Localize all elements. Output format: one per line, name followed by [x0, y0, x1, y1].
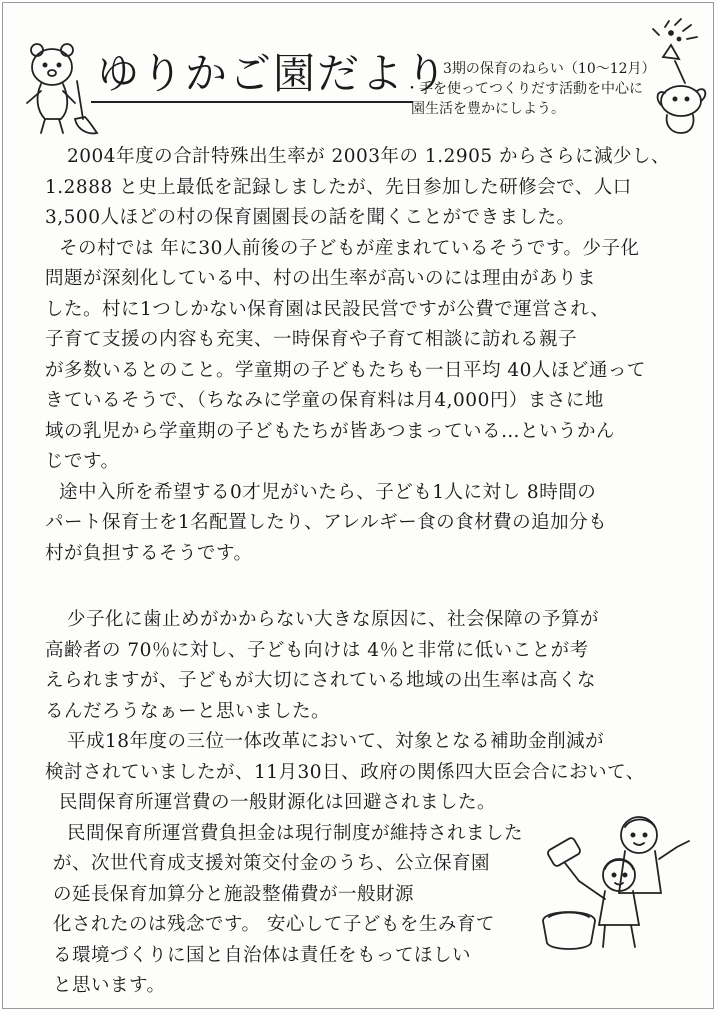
body-line: 問題が深刻化している中、村の出生率が高いのには理由がありま	[45, 268, 597, 289]
body-line: した。村に1つしかない保育園は民設民営ですが公費で運営され、	[45, 298, 610, 320]
body-line: 途中入所を希望する0才児がいたら、子ども1人に対し 8時間の	[59, 481, 597, 503]
body-line: 検討されていましたが、11月30日、政府の関係四大臣会合において、	[45, 761, 645, 783]
body-line: きているそうで、（ちなみに学童の保育料は月4,000円）まさに地	[45, 390, 604, 411]
aims-line: ・手を使ってつくりだす活動を中心に	[405, 81, 643, 97]
body-line: 民間保育所運営費負担金は現行制度が維持されました	[67, 822, 524, 844]
body-line: 高齢者の 70％に対し、子ども向けは 4％と非常に低いことが考	[45, 639, 589, 661]
body-line: る環境づくりに国と自治体は責任をもってほしい	[53, 944, 472, 966]
aims-line: 園生活を豊かにしよう。	[411, 101, 565, 117]
body-line: 民間保育所運営費の一般財源化は回避されました。	[59, 792, 497, 813]
body-line: 少子化に歯止めがかからない大きな原因に、社会保障の予算が	[67, 609, 600, 630]
title-underline	[91, 101, 413, 103]
body-line: 平成18年度の三位一体改革において、対象となる補助金削減が	[67, 731, 605, 752]
bear-with-broom-illustration	[17, 41, 101, 139]
body-line: その村では 年に30人前後の子どもが産まれているそうです。少子化	[59, 237, 640, 259]
body-line: 子育て支援の内容も充実、一時保育や子育て相談に訪れる親子	[45, 329, 578, 350]
body-line: パート保育士を1名配置したり、アレルギー食の食材費の追加分も	[45, 512, 608, 533]
newsletter-page	[2, 2, 714, 1009]
body-line: 1.2888 と史上最低を記録しましたが、先日参加した研修会で、人口	[45, 176, 632, 198]
body-line: と思います。	[53, 975, 166, 996]
body-line: 化されたのは残念です。 安心して子どもを生み育て	[53, 914, 495, 935]
body-line: の延長保育加算分と施設整備費が一般財源	[53, 883, 415, 905]
body-line: が多数いるとのこと。学童期の子どもたちも一日平均 40人ほど通って	[45, 359, 646, 381]
paragraph-gap	[45, 569, 677, 605]
body-line: が、次世代育成支援対策交付金のうち、公立保育園	[53, 853, 491, 874]
body-line: 域の乳児から学童期の子どもたちが皆あつまっている…というかん	[45, 420, 616, 442]
body-line: 2004年度の合計特殊出生率が 2003年の 1.2905 からさらに減少し、	[67, 146, 671, 167]
body-line: じです。	[45, 451, 120, 472]
aims-heading: 3期の保育のねらい（10〜12月）	[443, 61, 656, 77]
newsletter-title: ゆりかご園だより	[97, 49, 450, 98]
body-line: えられますが、子どもが大切にされている地域の出生率は高くな	[45, 670, 597, 691]
body-line: るんだろうなぁーと思いました。	[45, 700, 331, 722]
body-line: 3,500人ほどの村の保育園園長の話を聞くことができました。	[45, 207, 576, 228]
dog-with-party-popper-illustration	[635, 17, 711, 139]
children-mochi-pounding-illustration	[539, 813, 707, 953]
body-line: 村が負担するそうです。	[45, 542, 253, 564]
